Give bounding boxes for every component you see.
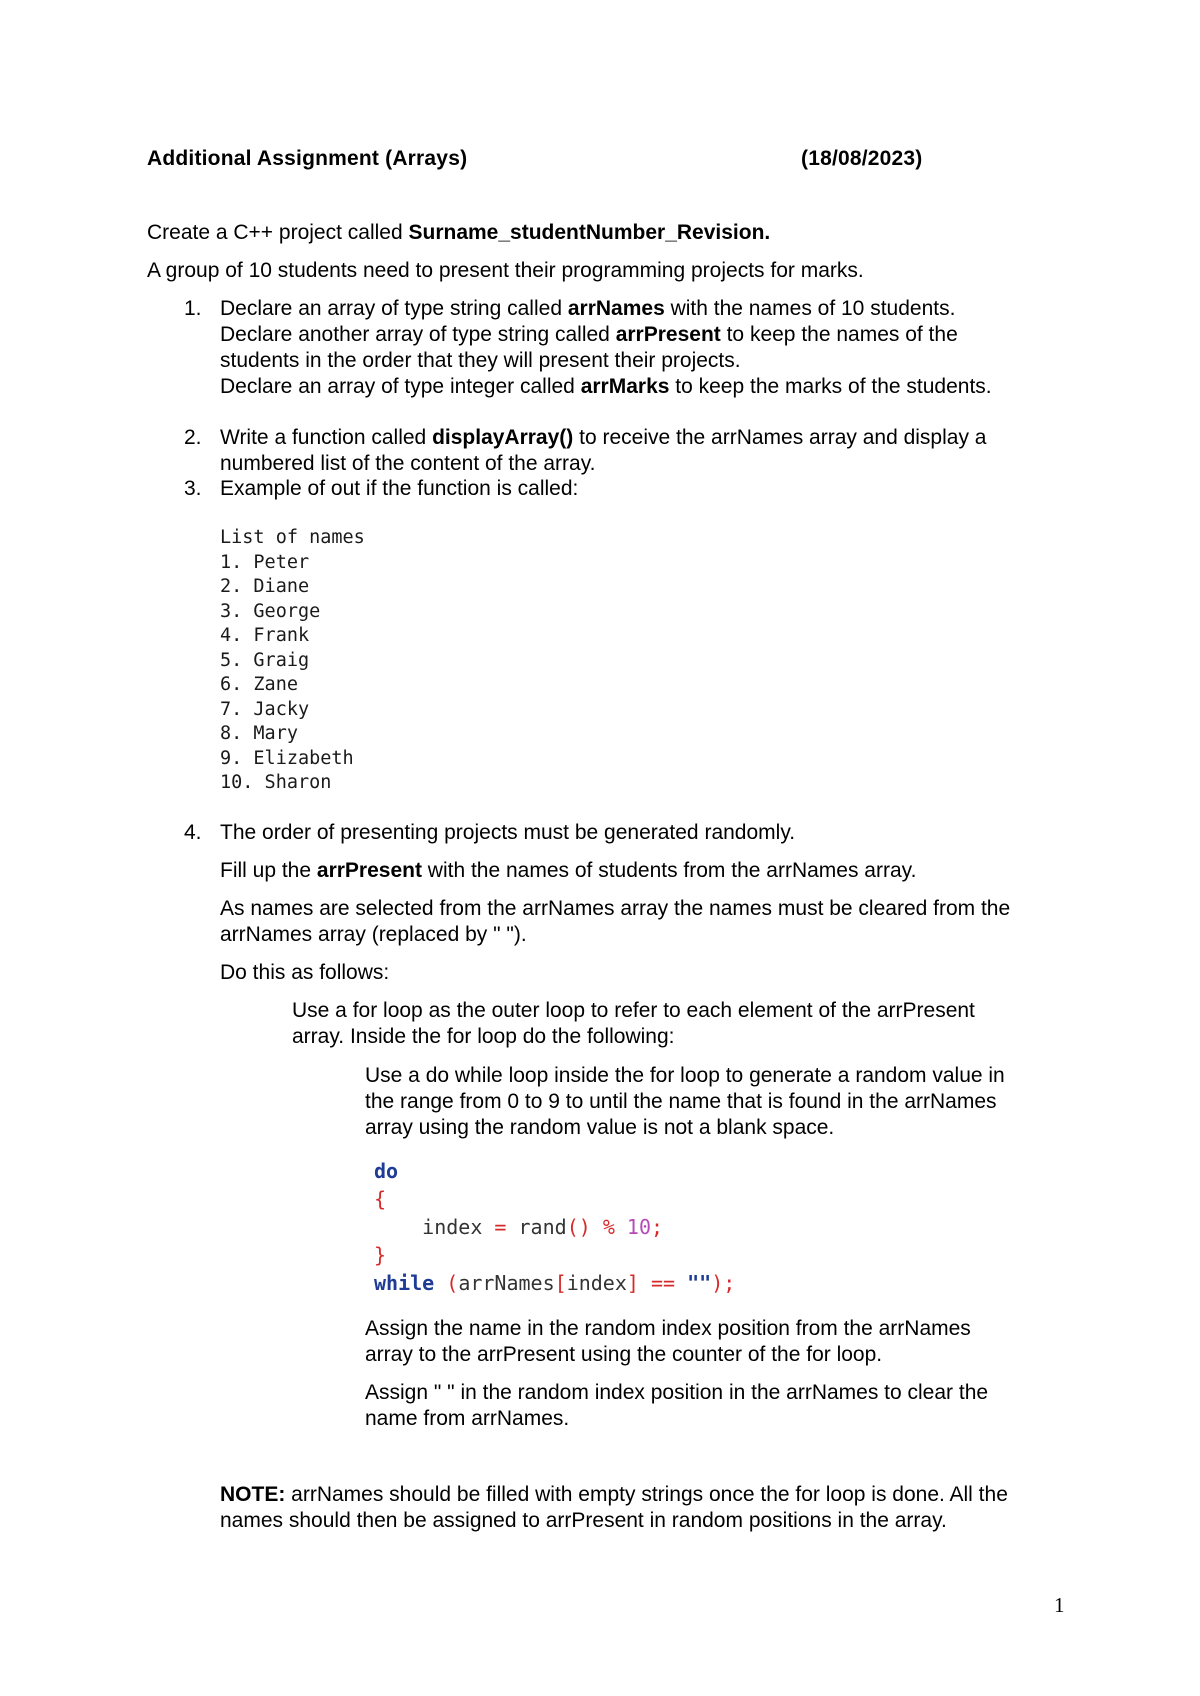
document-header — [147, 146, 947, 172]
inner-loop-line-1: Use a do while loop inside the for loop to generate a random value in — [365, 1064, 1005, 1087]
console-output-example — [220, 526, 365, 796]
outer-loop-line-1: Use a for loop as the outer loop to refer to each element of the arrPresent — [292, 999, 975, 1022]
output-name-line: 9. Elizabeth — [220, 747, 354, 769]
code-space — [434, 1271, 446, 1295]
list-item-body — [220, 296, 1060, 400]
open-brace: { — [374, 1187, 387, 1211]
assign-blank-step — [365, 1380, 1085, 1432]
output-name-line: 3. George — [220, 600, 321, 622]
code-line-do — [374, 1157, 735, 1185]
item1-line-a — [220, 296, 1060, 322]
item1-line-c: students in the order that they will present their projects. — [220, 349, 741, 372]
item4-line-b — [220, 858, 1060, 884]
number-literal: 10 — [626, 1215, 651, 1239]
item4-line-a: The order of presenting projects must be generated randomly. — [220, 821, 796, 844]
intro-line-group: A group of 10 students need to present their programming projects for marks. — [147, 259, 864, 282]
inner-loop-line-3: array using the random value is not a blank space. — [365, 1116, 835, 1139]
right-paren-semicolon: ); — [711, 1271, 736, 1295]
output-name-line: 8. Mary — [220, 723, 298, 744]
index-variable: index — [422, 1215, 483, 1239]
arrnames-term: arrNames — [567, 297, 665, 320]
assignment-date: (18/08/2023) — [801, 147, 923, 170]
index-identifier: index — [566, 1271, 627, 1295]
output-name-line: 4. Frank — [220, 625, 310, 646]
item1-a-suffix: with the names of 10 students. — [664, 297, 956, 320]
item4-b-suffix: with the names of students from the arrNames array. — [421, 859, 917, 882]
output-heading: List of names — [220, 527, 365, 548]
arrpresent-term: arrPresent — [316, 859, 422, 882]
arrmarks-term: arrMarks — [580, 375, 670, 398]
equality-operator: == — [638, 1271, 688, 1295]
output-name-line: 10. Sharon — [220, 772, 332, 793]
item1-b-suffix: to keep the names of the — [720, 323, 958, 346]
assign-name-step — [365, 1316, 1085, 1368]
semicolon: ; — [651, 1215, 664, 1239]
rand-function: rand — [518, 1215, 567, 1239]
intro-line-project — [147, 220, 1067, 246]
item1-d-suffix: to keep the marks of the students. — [669, 375, 992, 398]
assign-blank-line-2: name from arrNames. — [365, 1407, 570, 1430]
assign-name-line-1: Assign the name in the random index position from the arrNames — [365, 1317, 971, 1340]
call-parens: () — [566, 1215, 591, 1239]
right-bracket: ] — [626, 1271, 639, 1295]
outer-loop-step — [292, 998, 1072, 1050]
list-number: 1. — [184, 297, 202, 320]
empty-string-literal: "" — [687, 1271, 712, 1295]
note-paragraph — [220, 1482, 1100, 1534]
item1-d-prefix: Declare an array of type integer called — [220, 375, 581, 398]
project-name: Surname_studentNumber_Revision. — [408, 221, 771, 244]
item4-line-d: arrNames array (replaced by " "). — [220, 923, 527, 946]
item2-line-b: numbered list of the content of the array. — [220, 452, 596, 475]
output-name-line: 5. Graig — [220, 649, 310, 671]
modulo-operator: % — [590, 1215, 627, 1239]
close-brace: } — [374, 1243, 387, 1267]
outer-loop-line-2: array. Inside the for loop do the following: — [292, 1025, 675, 1048]
note-line-1 — [220, 1482, 1100, 1508]
item2-a-suffix: to receive the arrNames array and display a — [573, 426, 987, 449]
assign-operator: = — [482, 1215, 519, 1239]
output-name-line: 2. Diane — [220, 576, 310, 597]
arrpresent-term: arrPresent — [615, 323, 721, 346]
assign-name-line-2: array to the arrPresent using the counter of the for loop. — [365, 1343, 883, 1366]
left-bracket: [ — [554, 1271, 567, 1295]
item1-line-b — [220, 322, 1060, 348]
do-keyword: do — [374, 1159, 399, 1183]
item1-b-prefix: Declare another array of type string called — [220, 323, 616, 346]
code-indent — [374, 1215, 422, 1239]
item3-line-a: Example of out if the function is called: — [220, 477, 579, 500]
item4-fill-body — [220, 858, 1060, 884]
left-paren: ( — [446, 1271, 459, 1295]
page-number: 1 — [1054, 1593, 1065, 1617]
list-number: 3. — [184, 477, 202, 500]
displayarray-term: displayArray() — [432, 426, 574, 449]
do-while-code-snippet — [374, 1157, 735, 1297]
item4-b-prefix: Fill up the — [220, 859, 317, 882]
inner-loop-line-2: the range from 0 to 9 to until the name that is found in the arrNames — [365, 1090, 997, 1113]
list-number: 2. — [184, 426, 202, 449]
item1-line-d — [220, 374, 1060, 400]
list-item-body — [220, 820, 1060, 846]
note-line-2: names should then be assigned to arrPresent in random positions in the array. — [220, 1509, 947, 1532]
note-line-1-text: arrNames should be filled with empty strings once the for loop is done. All the — [285, 1483, 1008, 1506]
code-line-open-brace — [374, 1185, 735, 1213]
list-item-body — [220, 476, 1060, 502]
output-name-line: 1. Peter — [220, 551, 310, 573]
item4-procedure-body — [220, 960, 1060, 986]
arrnames-identifier: arrNames — [458, 1271, 555, 1295]
code-line-assignment — [374, 1213, 735, 1241]
code-line-close-brace — [374, 1241, 735, 1269]
intro-project-text: Create a C++ project called — [147, 221, 409, 244]
inner-loop-step — [365, 1063, 1085, 1141]
note-label: NOTE: — [220, 1483, 286, 1506]
item1-a-prefix: Declare an array of type string called — [220, 297, 568, 320]
item2-line-a — [220, 425, 1060, 451]
output-name-line: 6. Zane — [220, 674, 298, 695]
output-name-line: 7. Jacky — [220, 698, 310, 720]
list-number: 4. — [184, 821, 202, 844]
code-line-while — [374, 1269, 735, 1297]
assignment-title: Additional Assignment (Arrays) — [147, 147, 468, 170]
while-keyword: while — [374, 1271, 435, 1295]
list-item-body — [220, 425, 1060, 477]
assign-blank-line-1: Assign " " in the random index position in the arrNames to clear the — [365, 1381, 989, 1404]
item4-line-c: As names are selected from the arrNames array the names must be cleared from the — [220, 897, 1011, 920]
item2-a-prefix: Write a function called — [220, 426, 433, 449]
item4-clear-body — [220, 896, 1060, 948]
item4-line-e: Do this as follows: — [220, 961, 390, 984]
